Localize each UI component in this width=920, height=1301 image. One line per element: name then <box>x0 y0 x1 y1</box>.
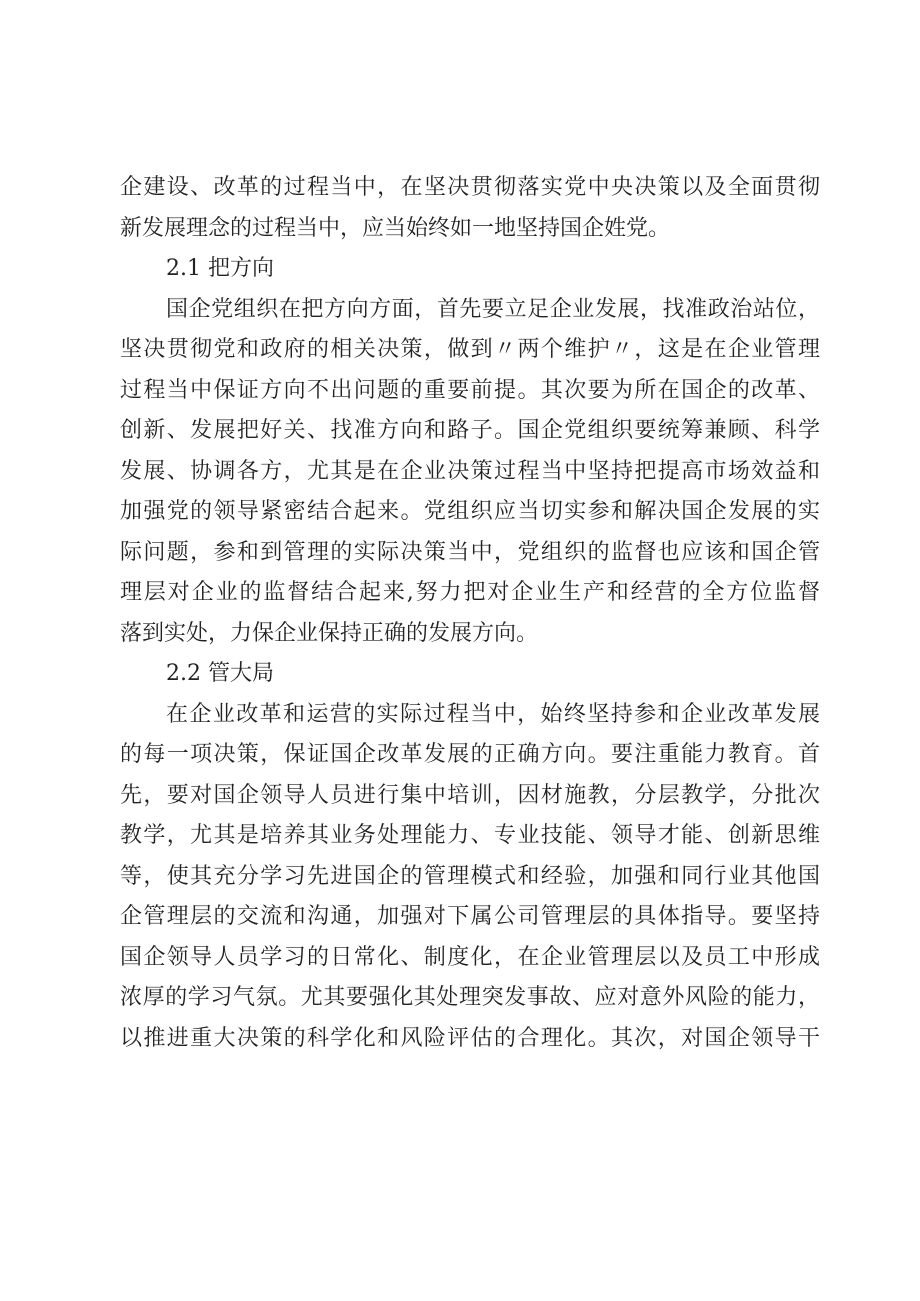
text-line: 理层对企业的监督结合起来,努力把对企业生产和经营的全方位监督 <box>120 580 820 605</box>
text-line: 浓厚的学习气氛。尤其要强化其处理突发事故、应对意外风险的能力， <box>120 985 820 1010</box>
text-line: 教学，尤其是培养其业务处理能力、专业技能、领导才能、创新思维 <box>120 823 820 848</box>
text-line: 落到实处，力保企业保持正确的发展方向。 <box>120 620 539 646</box>
paragraph-first-line: 国企党组织在把方向方面，首先要立足企业发展，找准政治站位， <box>166 296 820 322</box>
text-line: 过程当中保证方向不出问题的重要前提。其次要为所在国企的改革、 <box>120 377 820 403</box>
section-heading: 2.2 管大局 <box>166 661 274 686</box>
text-line: 发展、协调各方，尤其是在企业决策过程当中坚持把提高市场效益和 <box>120 458 820 484</box>
text-line: 以推进重大决策的科学化和风险评估的合理化。其次，对国企领导干 <box>120 1025 820 1051</box>
text-line: 坚决贯彻党和政府的相关决策，做到〃两个维护〃，这是在企业管理 <box>120 337 820 362</box>
text-line: 等，使其充分学习先进国企的管理模式和经验，加强和同行业其他国 <box>120 863 820 889</box>
text-line: 先，要对国企领导人员进行集中培训，因材施教，分层教学，分批次 <box>120 782 820 808</box>
text-line: 创新、发展把好关、找准方向和路子。国企党组织要统筹兼顾、科学 <box>120 418 820 443</box>
body-text <box>120 168 820 1059</box>
paragraph-first-line: 在企业改革和运营的实际过程当中，始终坚持参和企业改革发展 <box>166 701 820 727</box>
text-line: 企建设、改革的过程当中，在坚决贯彻落实党中央决策以及全面贯彻 <box>120 175 820 200</box>
text-line: 的每一项决策，保证国企改革发展的正确方向。要注重能力教育。首 <box>120 742 820 767</box>
text-line: 新发展理念的过程当中，应当始终如一地坚持国企姓党。 <box>120 215 671 241</box>
section-heading: 2.1 把方向 <box>166 256 274 281</box>
text-line: 国企领导人员学习的日常化、制度化，在企业管理层以及员工中形成 <box>120 944 820 970</box>
text-line: 际问题，参和到管理的实际决策当中，党组织的监督也应该和国企管 <box>120 539 820 565</box>
text-line: 加强党的领导紧密结合起来。党组织应当切实参和解决国企发展的实 <box>120 499 820 524</box>
text-line: 企管理层的交流和沟通，加强对下属公司管理层的具体指导。要坚持 <box>120 904 820 929</box>
